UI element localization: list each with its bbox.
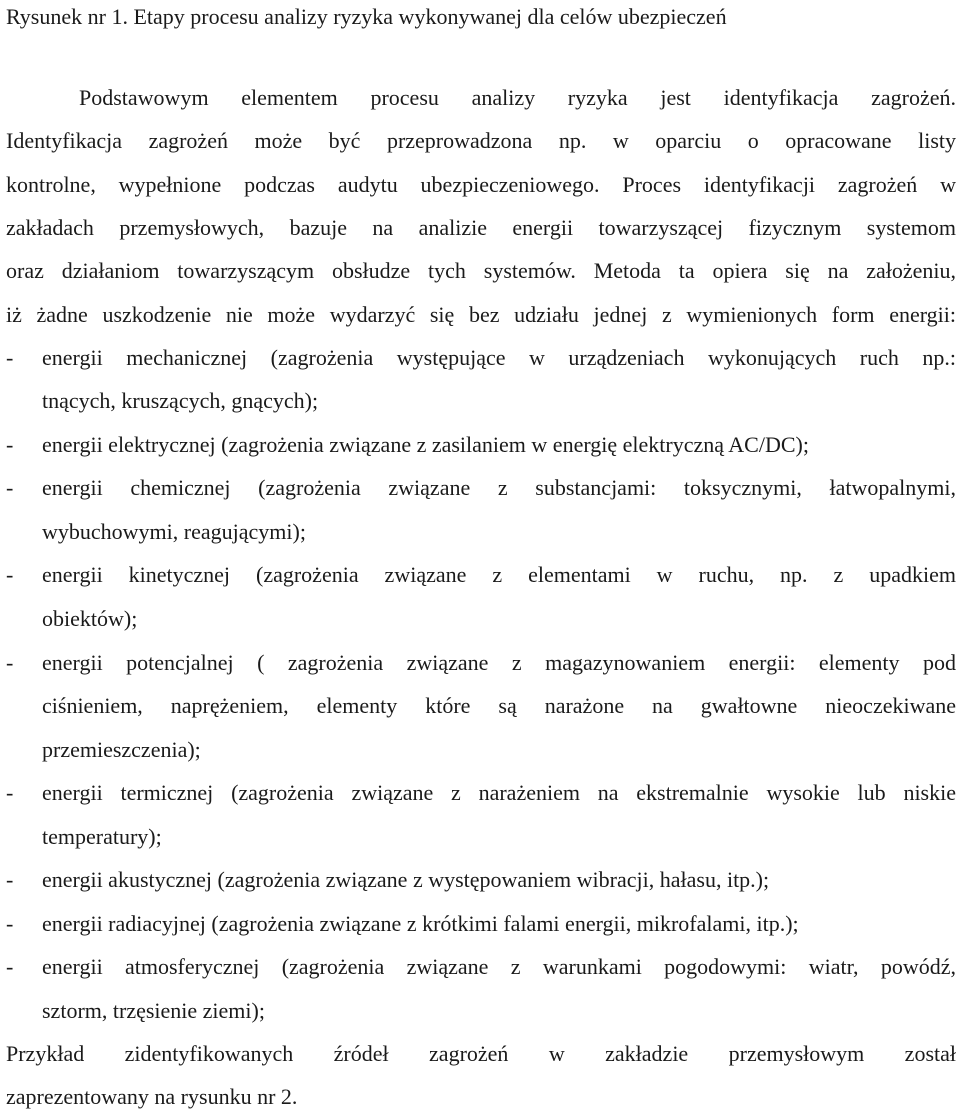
- bullet-dash: -: [6, 780, 14, 805]
- paragraph-line: Przykład zidentyfikowanych źródeł zagrożeń w zakładzie przemysłowym został: [6, 1041, 956, 1066]
- figure-caption: Rysunek nr 1. Etapy procesu analizy ryzyka wykonywanej dla celów ubezpieczeń: [6, 4, 727, 29]
- bullet-dash: -: [6, 650, 14, 675]
- paragraph-line: kontrolne, wypełnione podczas audytu ubezpieczeniowego. Proces identyfikacji zagrożeń w: [6, 172, 956, 197]
- paragraph-line: oraz działaniom towarzyszącym obsłudze tych systemów. Metoda ta opiera się na założeniu,: [6, 258, 956, 283]
- list-item-line: energii elektrycznej (zagrożenia związane z zasilaniem w energię elektryczną AC/DC);: [42, 432, 809, 457]
- list-item-line: energii akustycznej (zagrożenia związane z występowaniem wibracji, hałasu, itp.);: [42, 867, 770, 892]
- list-item-line: temperatury);: [42, 824, 162, 849]
- bullet-dash: -: [6, 954, 14, 979]
- bullet-dash: -: [6, 345, 14, 370]
- list-item-line: sztorm, trzęsienie ziemi);: [42, 998, 265, 1023]
- list-item-line: energii potencjalnej ( zagrożenia związane z magazynowaniem energii: elementy pod: [42, 650, 956, 675]
- bullet-dash: -: [6, 432, 14, 457]
- paragraph-line: iż żadne uszkodzenie nie może wydarzyć się bez udziału jednej z wymienionych form energii:: [6, 302, 956, 327]
- list-item-line: ciśnieniem, naprężeniem, elementy które są narażone na gwałtowne nieoczekiwane: [42, 693, 956, 718]
- list-item-line: energii termicznej (zagrożenia związane z narażeniem na ekstremalnie wysokie lub niskie: [42, 780, 956, 805]
- list-item-line: przemieszczenia);: [42, 737, 201, 762]
- bullet-dash: -: [6, 867, 14, 892]
- bullet-dash: -: [6, 562, 14, 587]
- list-item-line: energii radiacyjnej (zagrożenia związane z krótkimi falami energii, mikrofalami, itp.);: [42, 911, 799, 936]
- list-item-line: tnących, kruszących, gnących);: [42, 388, 319, 413]
- list-item-line: energii atmosferycznej (zagrożenia związane z warunkami pogodowymi: wiatr, powódź,: [42, 954, 956, 979]
- bullet-dash: -: [6, 475, 14, 500]
- paragraph-line: Podstawowym elementem procesu analizy ryzyka jest identyfikacja zagrożeń.: [79, 85, 956, 110]
- list-item-line: energii kinetycznej (zagrożenia związane z elementami w ruchu, np. z upadkiem: [42, 562, 956, 587]
- list-item-line: energii mechanicznej (zagrożenia występujące w urządzeniach wykonujących ruch np.:: [42, 345, 956, 370]
- paragraph-line: Identyfikacja zagrożeń może być przeprowadzona np. w oparciu o opracowane listy: [6, 128, 956, 153]
- list-item-line: energii chemicznej (zagrożenia związane z substancjami: toksycznymi, łatwopalnymi,: [42, 475, 956, 500]
- bullet-dash: -: [6, 911, 14, 936]
- list-item-line: wybuchowymi, reagującymi);: [42, 519, 306, 544]
- paragraph-line: zaprezentowany na rysunku nr 2.: [6, 1084, 298, 1109]
- paragraph-line: zakładach przemysłowych, bazuje na analizie energii towarzyszącej fizycznym systemom: [6, 215, 956, 240]
- list-item-line: obiektów);: [42, 606, 138, 631]
